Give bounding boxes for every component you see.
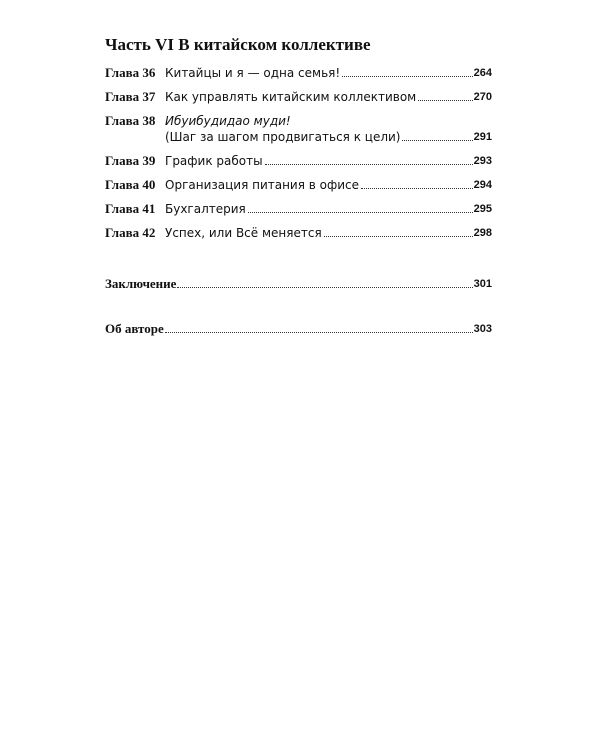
toc-entry-chapter-40: [105, 177, 492, 193]
toc-entry-conclusion: [105, 276, 492, 292]
dot-leader: [177, 287, 472, 288]
chapter-title: Успех, или Всё меняется: [165, 226, 322, 240]
chapter-content: [165, 65, 492, 81]
chapter-content: [165, 89, 492, 105]
chapter-line: [165, 89, 492, 105]
chapter-label: Глава 39: [105, 153, 156, 168]
chapter-title: Китайцы и я — одна семья!: [165, 66, 341, 80]
page-number: 270: [473, 91, 492, 103]
dot-leader: [418, 100, 472, 101]
chapter-line: [165, 177, 492, 193]
table-of-contents: [105, 34, 492, 337]
dot-leader: [265, 164, 473, 165]
dot-leader: [402, 140, 472, 141]
chapter-label: Глава 38: [105, 113, 156, 128]
toc-entry-chapter-38: [105, 113, 492, 145]
chapter-label: Глава 42: [105, 225, 156, 240]
toc-entry-chapter-37: [105, 89, 492, 105]
dot-leader: [324, 236, 473, 237]
spacer: [105, 249, 492, 276]
dot-leader: [361, 188, 473, 189]
chapter-content: [165, 201, 492, 217]
chapter-title: Как управлять китайским коллективом: [165, 90, 417, 104]
toc-entry-chapter-36: [105, 65, 492, 81]
chapter-line: [165, 65, 492, 81]
part-title: Часть VI В китайском коллективе: [105, 35, 371, 54]
chapter-title: Ибуибудидао муди!: [165, 114, 291, 128]
chapter-content: [165, 113, 492, 145]
chapter-line-2: [165, 129, 492, 145]
chapter-title: Организация питания в офисе: [165, 178, 360, 192]
page-number: 264: [473, 67, 492, 79]
section-title: Об авторе: [105, 321, 164, 336]
chapter-label: Глава 36: [105, 65, 156, 80]
spacer: [105, 292, 492, 321]
chapter-title: Бухгалтерия: [165, 202, 246, 216]
dot-leader: [342, 76, 472, 77]
chapter-subtitle: (Шаг за шагом продвигаться к цели): [165, 130, 401, 144]
toc-entry-about-author: [105, 321, 492, 337]
page-number: 291: [473, 131, 492, 143]
section-title: Заключение: [105, 276, 177, 291]
page-number: 303: [473, 323, 492, 335]
page-number: 294: [473, 179, 492, 191]
page-number: 293: [473, 155, 492, 167]
chapter-content: [165, 153, 492, 169]
chapter-line: [165, 201, 492, 217]
toc-entry-chapter-39: [105, 153, 492, 169]
page-number: 298: [473, 227, 492, 239]
chapter-line: [165, 225, 492, 241]
page-number: 301: [473, 278, 492, 290]
chapter-label: Глава 40: [105, 177, 156, 192]
chapter-content: [165, 177, 492, 193]
toc-entry-chapter-41: [105, 201, 492, 217]
chapter-line: [165, 153, 492, 169]
chapter-label: Глава 37: [105, 89, 156, 104]
dot-leader: [165, 332, 473, 333]
page-number: 295: [473, 203, 492, 215]
dot-leader: [248, 212, 473, 213]
chapter-line: [165, 113, 492, 129]
chapter-content: [165, 225, 492, 241]
chapter-title: График работы: [165, 154, 263, 168]
toc-entry-chapter-42: [105, 225, 492, 241]
chapter-label: Глава 41: [105, 201, 156, 216]
